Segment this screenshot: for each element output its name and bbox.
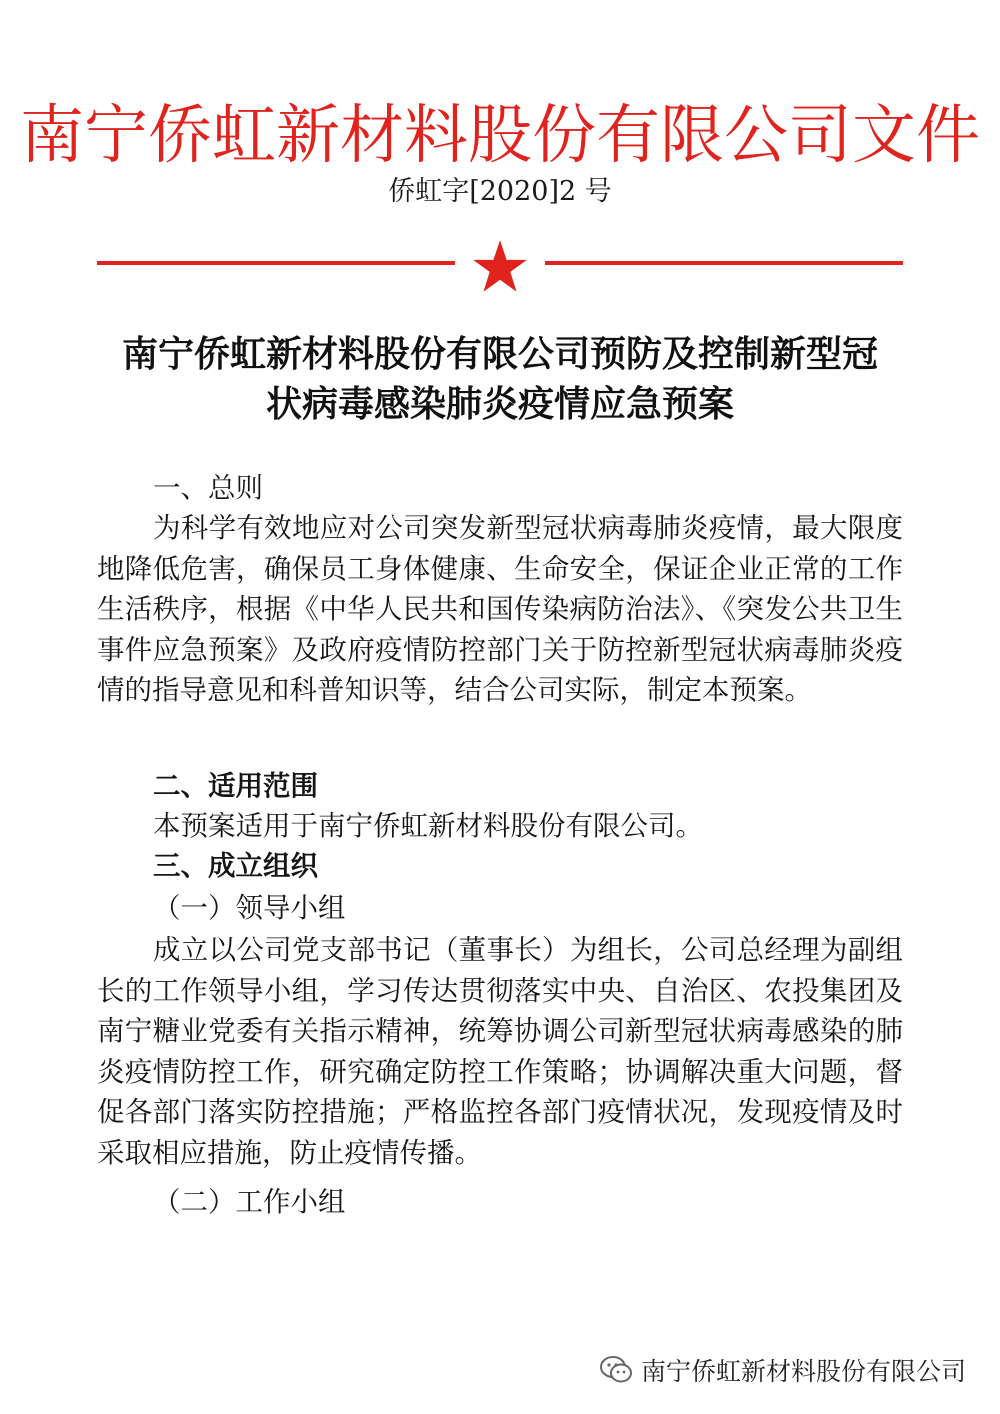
wechat-watermark bbox=[599, 1352, 966, 1388]
red-divider-right bbox=[545, 261, 903, 265]
red-divider-left bbox=[97, 261, 455, 265]
section-2-heading: 二、适用范围 bbox=[153, 770, 318, 802]
section-3-heading: 三、成立组织 bbox=[153, 850, 318, 882]
document-title bbox=[60, 330, 940, 430]
section-1-heading: 一、总则 bbox=[153, 472, 263, 504]
watermark-text: 南宁侨虹新材料股份有限公司 bbox=[640, 1357, 966, 1386]
red-star-icon bbox=[472, 239, 528, 293]
subsection-1-paragraph: 成立以公司党支部书记（董事长）为组长，公司总经理为副组长的工作领导小组，学习传达贯彻落实中央、自治区、农投集团及南宁糖业党委有关指示精神，统筹协调公司新型冠状病毒感染的肺炎疫情防控工作，研究确定防控工作策略；协调解决重大问题，督促各部门落实防控措施；严格监控各部门疫情状况，发现疫情及时采取相应措施，防止疫情传播。 bbox=[97, 934, 903, 1169]
subsection-1-heading: （一）领导小组 bbox=[153, 892, 346, 924]
wechat-official-account-icon bbox=[599, 1355, 633, 1385]
document-title-line-1: 南宁侨虹新材料股份有限公司预防及控制新型冠 bbox=[121, 334, 878, 375]
document-number: 侨虹字[2020]2 号 bbox=[388, 176, 612, 207]
subsection-2-heading: （二）工作小组 bbox=[153, 1186, 346, 1218]
section-2-paragraph: 本预案适用于南宁侨虹新材料股份有限公司。 bbox=[153, 810, 703, 842]
org-file-title: 南宁侨虹新材料股份有限公司文件 bbox=[20, 99, 980, 173]
section-1-paragraph: 为科学有效地应对公司突发新型冠状病毒肺炎疫情，最大限度地降低危害，确保员工身体健康、生命安全，保证企业正常的工作生活秩序，根据《中华人民共和国传染病防治法》、《突发公共卫生事件应急预案》及政府疫情防控部门关于防控新型冠状病毒肺炎疫情的指导意见和科普知识等，结合公司实际，制定本预案。 bbox=[97, 512, 903, 707]
document-title-line-2: 状病毒感染肺炎疫情应急预案 bbox=[265, 384, 734, 425]
